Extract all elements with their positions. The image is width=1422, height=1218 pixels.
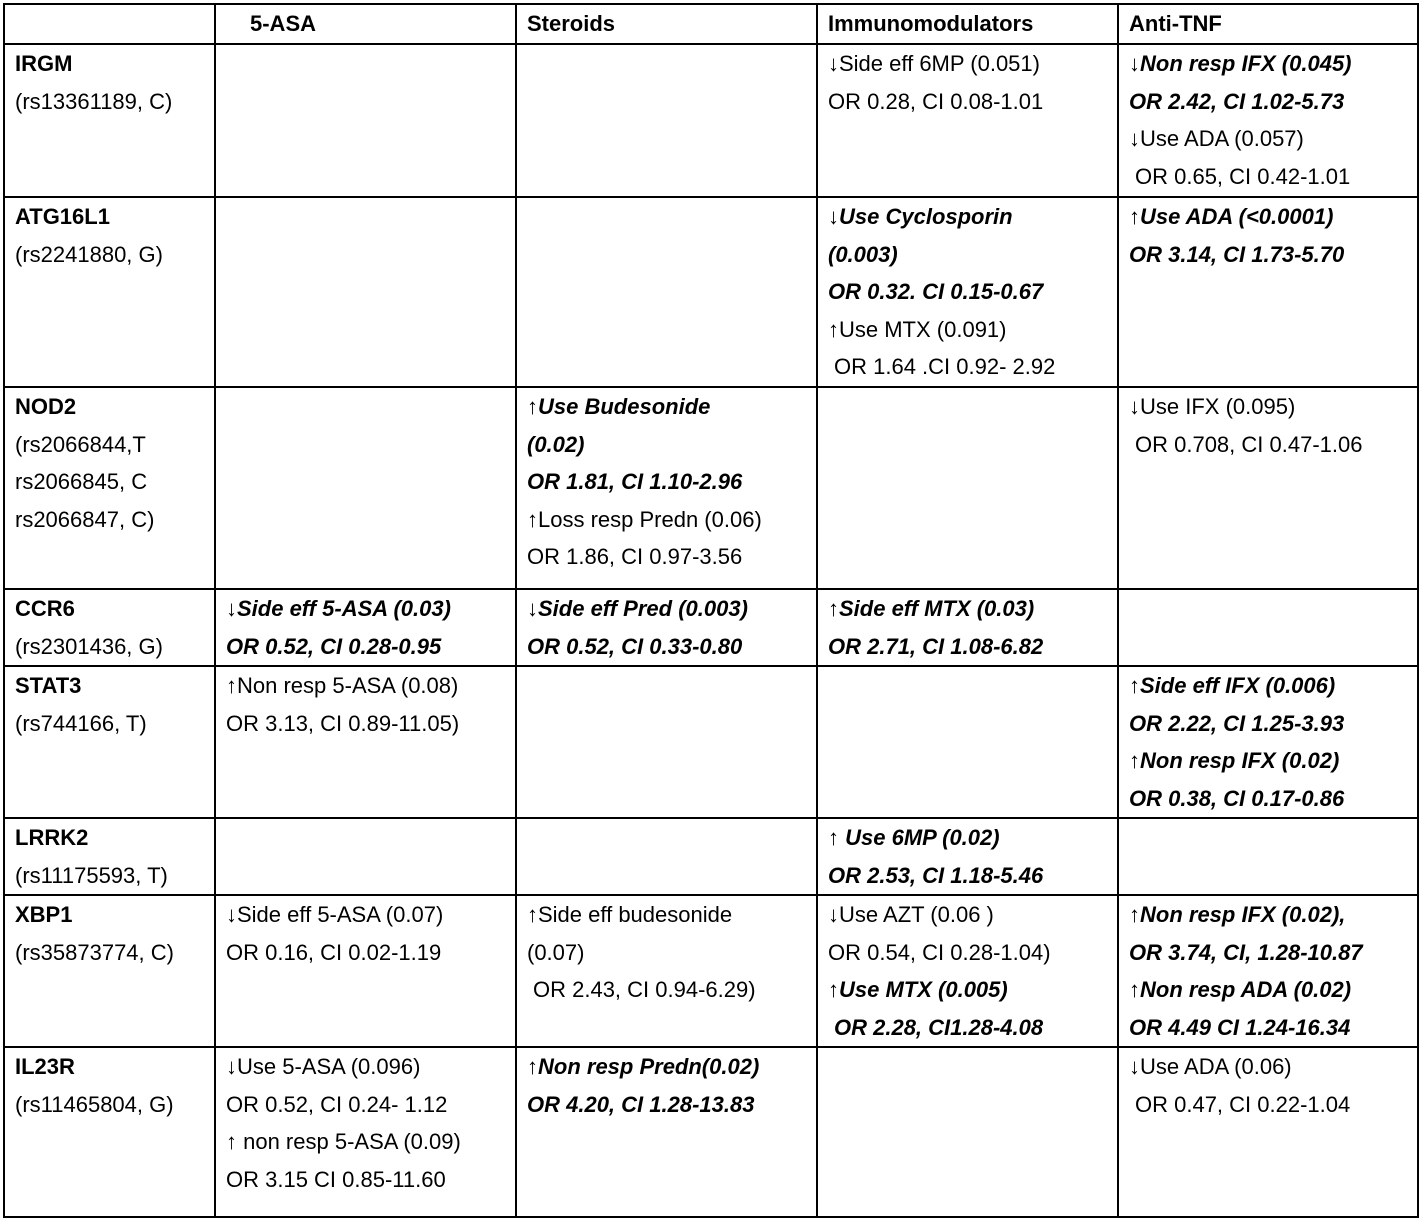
result-cell <box>215 666 516 818</box>
result-cell <box>215 589 516 666</box>
result-line: OR 2.22, CI 1.25-3.93 <box>1129 710 1345 736</box>
result-line: ↓Use ADA (0.057) <box>1129 126 1304 151</box>
result-line: OR 2.71, CI 1.08-6.82 <box>828 633 1044 659</box>
table-row <box>4 387 1418 589</box>
result-line: ↑Non resp Predn(0.02) <box>527 1054 760 1079</box>
result-cell <box>1118 387 1418 589</box>
result-line: ↓Side eff 5-ASA (0.03) <box>226 596 451 621</box>
result-cell <box>215 818 516 895</box>
result-line: OR 0.47, CI 0.22-1.04 <box>1135 1091 1351 1117</box>
table-row <box>4 589 1418 666</box>
result-cell <box>1118 818 1418 895</box>
header-cell-immunomodulators: Immunomodulators <box>817 4 1118 44</box>
result-line: ↓Side eff 5-ASA (0.07) <box>226 902 444 927</box>
snp-label: (rs2301436, G) <box>15 633 163 659</box>
result-line: ↑Non resp ADA (0.02) <box>1129 977 1352 1002</box>
result-cell <box>215 197 516 387</box>
result-line: OR 0.52, CI 0.28-0.95 <box>226 633 442 659</box>
gene-cell <box>4 589 215 666</box>
result-line: OR 3.15 CI 0.85-11.60 <box>226 1166 446 1192</box>
result-cell <box>516 44 817 197</box>
result-cell <box>817 895 1118 1047</box>
result-line: ↓Use Cyclosporin <box>828 204 1013 229</box>
result-line: OR 4.20, CI 1.28-13.83 <box>527 1091 755 1117</box>
result-line: OR 2.53, CI 1.18-5.46 <box>828 862 1044 888</box>
result-line: ↑Loss resp Predn (0.06) <box>527 506 762 532</box>
header-cell-anti-tnf: Anti-TNF <box>1118 4 1418 44</box>
gene-cell <box>4 387 215 589</box>
result-cell <box>215 44 516 197</box>
table-row <box>4 895 1418 1047</box>
result-line: OR 1.81, CI 1.10-2.96 <box>527 469 743 494</box>
snp-label: rs2066847, C) <box>15 506 155 532</box>
result-line: OR 0.38, CI 0.17-0.86 <box>1129 785 1345 811</box>
result-line: (0.07) <box>527 939 585 965</box>
result-line: ↑Non resp 5-ASA (0.08) <box>226 673 459 698</box>
result-line: ↑Use MTX (0.091) <box>828 316 1007 342</box>
result-line: OR 2.28, CI1.28-4.08 <box>834 1014 1044 1040</box>
result-line: OR 2.42, CI 1.02-5.73 <box>1129 88 1345 114</box>
result-line: OR 0.28, CI 0.08-1.01 <box>828 88 1044 114</box>
gene-name: ATG16L1 <box>15 204 110 229</box>
result-line: ↑Use ADA (<0.0001) <box>1129 204 1334 229</box>
result-cell <box>817 197 1118 387</box>
snp-label: (rs11465804, G) <box>15 1091 174 1117</box>
result-line: OR 1.64 .CI 0.92- 2.92 <box>834 354 1056 379</box>
table-row <box>4 197 1418 387</box>
result-cell <box>215 387 516 589</box>
result-cell <box>516 895 817 1047</box>
result-cell <box>516 387 817 589</box>
result-cell <box>516 197 817 387</box>
gene-cell <box>4 44 215 197</box>
result-cell <box>516 589 817 666</box>
snp-label: (rs744166, T) <box>15 710 147 736</box>
result-line: OR 1.86, CI 0.97-3.56 <box>527 544 743 569</box>
gene-cell <box>4 818 215 895</box>
snp-label: (rs11175593, T) <box>15 862 168 888</box>
result-cell <box>1118 1047 1418 1217</box>
table-row <box>4 818 1418 895</box>
table-row <box>4 666 1418 818</box>
result-line: ↑ non resp 5-ASA (0.09) <box>226 1129 461 1154</box>
result-line: (0.003) <box>828 241 898 267</box>
gene-cell <box>4 1047 215 1217</box>
table-row <box>4 44 1418 197</box>
result-line: ↓Use IFX (0.095) <box>1129 394 1296 419</box>
snp-label: (rs2241880, G) <box>15 241 163 267</box>
result-cell <box>1118 666 1418 818</box>
table-row <box>4 1047 1418 1217</box>
result-line: ↑Non resp IFX (0.02) <box>1129 748 1340 773</box>
result-line: ↓Use ADA (0.06) <box>1129 1054 1292 1079</box>
gene-name: CCR6 <box>15 596 75 621</box>
result-line: OR 0.16, CI 0.02-1.19 <box>226 939 442 965</box>
snp-label: rs2066845, C <box>15 469 148 494</box>
result-cell <box>817 818 1118 895</box>
result-line: ↑ Use 6MP (0.02) <box>828 825 1000 850</box>
result-line: ↓Non resp IFX (0.045) <box>1129 51 1352 76</box>
result-cell <box>1118 589 1418 666</box>
result-cell <box>215 895 516 1047</box>
result-line: ↓Side eff Pred (0.003) <box>527 596 748 621</box>
snp-label: (rs35873774, C) <box>15 939 174 965</box>
result-cell <box>215 1047 516 1217</box>
gene-name: STAT3 <box>15 673 82 698</box>
gene-name: IRGM <box>15 51 73 76</box>
result-cell <box>817 387 1118 589</box>
snp-label: (rs13361189, C) <box>15 88 173 114</box>
result-cell <box>516 666 817 818</box>
gene-name: NOD2 <box>15 394 77 419</box>
result-cell <box>1118 197 1418 387</box>
header-cell-5-asa: 5-ASA <box>215 4 516 44</box>
result-line: ↑Side eff IFX (0.006) <box>1129 673 1336 698</box>
result-line: ↓Use 5-ASA (0.096) <box>226 1054 421 1079</box>
gene-name: IL23R <box>15 1054 75 1079</box>
result-cell <box>516 1047 817 1217</box>
result-line: ↑Side eff MTX (0.03) <box>828 596 1035 621</box>
result-line: OR 3.13, CI 0.89-11.05) <box>226 710 460 736</box>
result-line: ↑Non resp IFX (0.02), <box>1129 902 1346 927</box>
result-line: ↑Use Budesonide <box>527 394 711 419</box>
gene-cell <box>4 666 215 818</box>
result-line: ↑Use MTX (0.005) <box>828 977 1008 1002</box>
result-line: OR 3.74, CI, 1.28-10.87 <box>1129 939 1363 965</box>
result-line: OR 0.52, CI 0.33-0.80 <box>527 633 743 659</box>
result-cell <box>817 666 1118 818</box>
result-line: OR 0.708, CI 0.47-1.06 <box>1135 431 1363 457</box>
result-cell <box>817 1047 1118 1217</box>
result-cell <box>817 589 1118 666</box>
gene-cell <box>4 895 215 1047</box>
result-line: OR 3.14, CI 1.73-5.70 <box>1129 241 1345 267</box>
result-line: OR 0.54, CI 0.28-1.04) <box>828 939 1051 965</box>
pharmacogenetics-table <box>3 3 1419 1218</box>
gene-cell <box>4 197 215 387</box>
result-line: OR 0.65, CI 0.42-1.01 <box>1135 163 1351 189</box>
result-cell <box>817 44 1118 197</box>
result-line: OR 0.52, CI 0.24- 1.12 <box>226 1091 448 1117</box>
header-row <box>4 4 1418 44</box>
gene-name: XBP1 <box>15 902 73 927</box>
result-cell <box>516 818 817 895</box>
result-line: ↑Side eff budesonide <box>527 902 733 927</box>
header-cell-blank <box>4 4 215 44</box>
header-cell-steroids: Steroids <box>516 4 817 44</box>
result-line: OR 4.49 CI 1.24-16.34 <box>1129 1014 1351 1040</box>
result-line: OR 2.43, CI 0.94-6.29) <box>533 977 756 1002</box>
result-line: ↓Use AZT (0.06 ) <box>828 902 994 927</box>
result-line: ↓Side eff 6MP (0.051) <box>828 51 1040 76</box>
result-line: (0.02) <box>527 431 585 457</box>
result-line: OR 0.32. CI 0.15-0.67 <box>828 279 1044 304</box>
result-cell <box>1118 895 1418 1047</box>
snp-label: (rs2066844,T <box>15 431 146 457</box>
result-cell <box>1118 44 1418 197</box>
gene-name: LRRK2 <box>15 825 89 850</box>
